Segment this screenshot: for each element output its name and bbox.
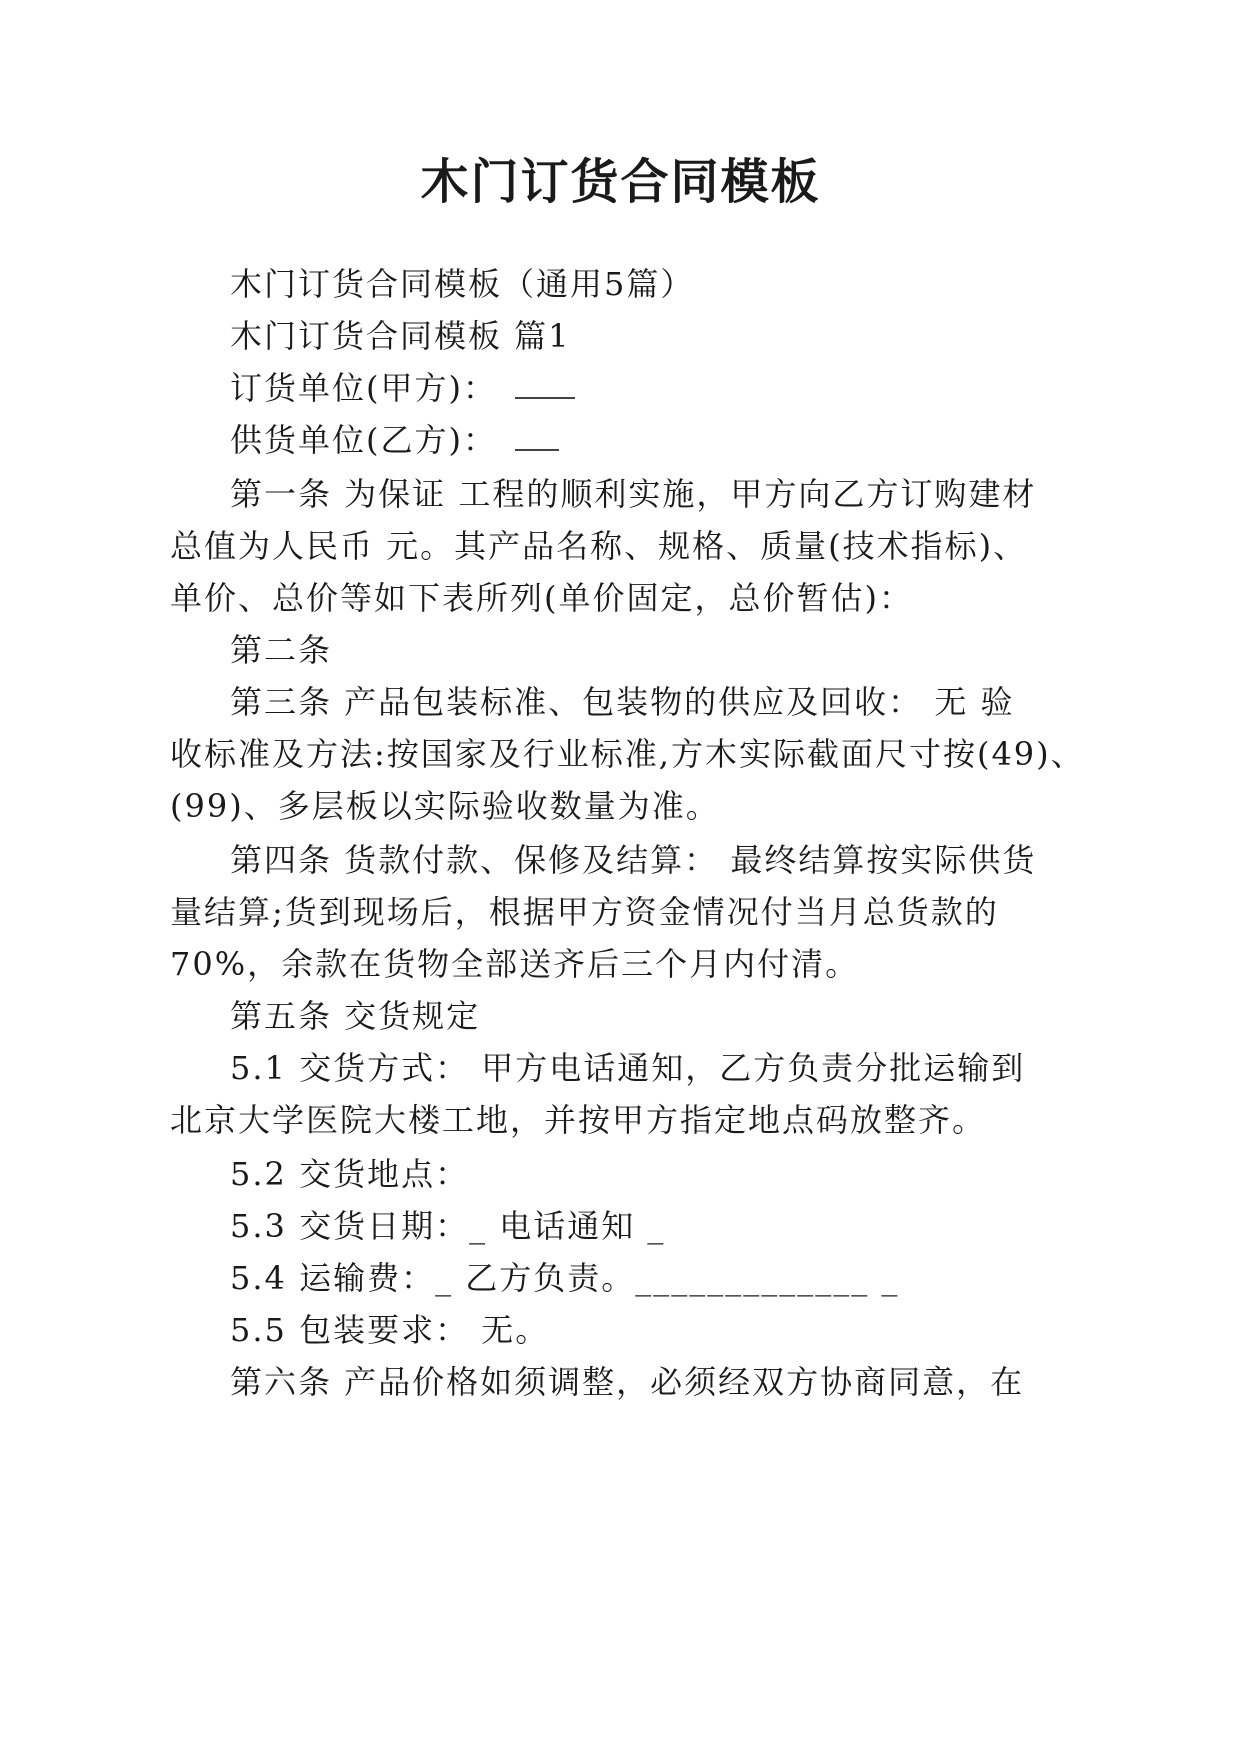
party-b-label: 供货单位(乙方)： [230,421,497,459]
article-3-line-3: (99)、多层板以实际验收数量为准。 [170,787,720,825]
party-b-line [230,418,559,462]
clause-5-5-line: 5.5 包装要求： 无。 [230,1311,550,1349]
article-3-line-2: 收标准及方法:按国家及行业标准,方木实际截面尺寸按(49)、 [170,735,1085,773]
article-6-line-1: 第六条 产品价格如须调整，必须经双方协商同意，在 [230,1363,1025,1401]
article-1-line-2: 总值为人民币 元。其产品名称、规格、质量(技术指标)、 [170,527,1028,565]
article-4-line-1: 第四条 货款付款、保修及结算： 最终结算按实际供货 [230,841,1037,879]
article-4-line-2: 量结算;货到现场后，根据甲方资金情况付当月总货款的 [170,893,999,931]
party-a-label: 订货单位(甲方)： [230,369,497,407]
article-2-line: 第二条 [230,631,333,669]
article-4-line-3: 70%，余款在货物全部送齐后三个月内付清。 [170,945,860,983]
clause-5-1-line-2: 北京大学医院大楼工地，并按甲方指定地点码放整齐。 [170,1101,987,1139]
section-heading: 木门订货合同模板 篇1 [230,317,571,355]
party-a-line [230,366,575,410]
party-a-blank [515,393,575,399]
clause-5-4-line: 5.4 运输费：_ 乙方负责。_____________ _ [230,1259,900,1297]
subtitle-line: 木门订货合同模板（通用5篇） [230,265,695,303]
article-1-line-1: 第一条 为保证 工程的顺利实施，甲方向乙方订购建材 [230,475,1037,513]
document-title: 木门订货合同模板 [420,154,821,210]
article-1-line-3: 单价、总价等如下表所列(单价固定，总价暂估)： [170,579,913,617]
clause-5-2-line: 5.2 交货地点： [230,1155,470,1193]
party-b-blank [515,445,559,451]
clause-5-1-line-1: 5.1 交货方式： 甲方电话通知，乙方负责分批运输到 [230,1049,1026,1087]
article-5-heading: 第五条 交货规定 [230,997,481,1035]
clause-5-3-line: 5.3 交货日期：_ 电话通知 _ [230,1207,666,1245]
article-3-line-1: 第三条 产品包装标准、包装物的供应及回收： 无 验 [230,683,1015,721]
